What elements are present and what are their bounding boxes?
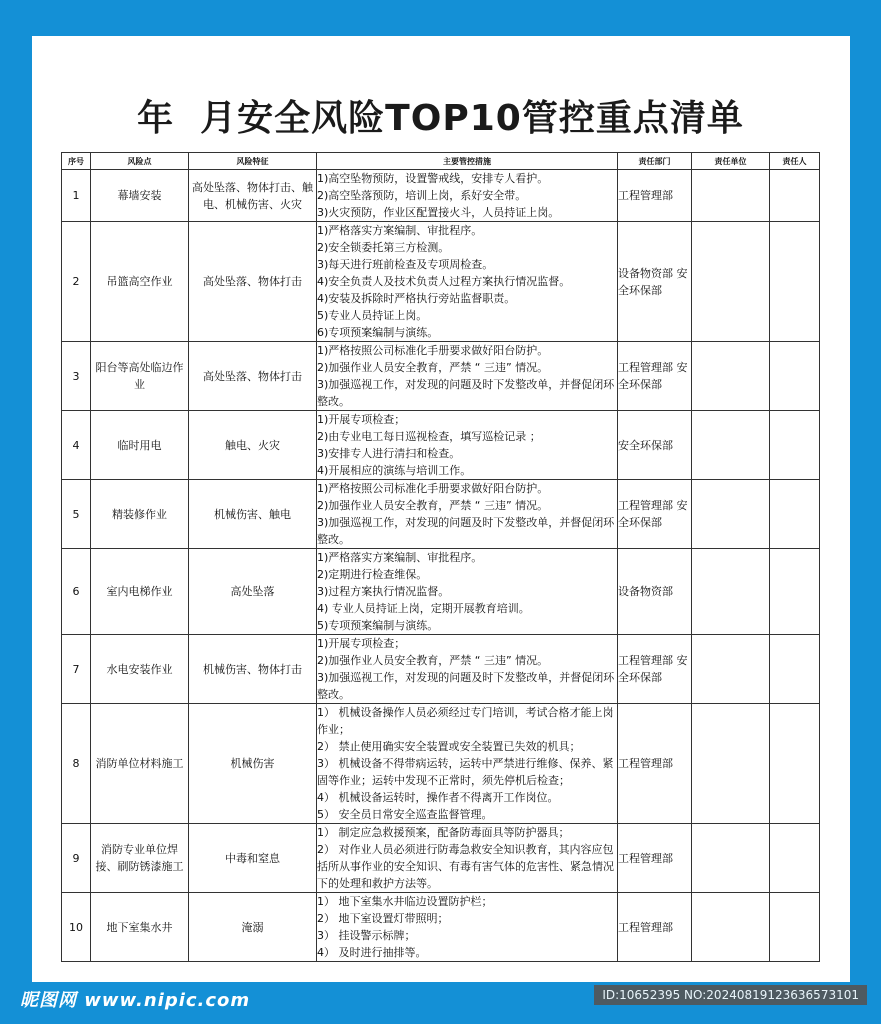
- responsible-person: [770, 893, 820, 962]
- responsible-person: [770, 411, 820, 480]
- responsible-unit: [692, 342, 770, 411]
- risk-point: 精装修作业: [91, 480, 189, 549]
- control-measures: [317, 704, 618, 824]
- measure-item: 4)安全负责人及技术负责人过程方案执行情况监督。: [317, 275, 571, 288]
- row-no: 1: [62, 170, 91, 222]
- header-person: 责任人: [770, 153, 820, 170]
- table-row: [62, 480, 820, 549]
- control-measures: [317, 824, 618, 893]
- measure-item: 1） 机械设备操作人员必须经过专门培训，考试合格才能上岗作业；: [317, 706, 614, 736]
- responsible-unit: [692, 170, 770, 222]
- table-row: [62, 635, 820, 704]
- measure-item: 3)每天进行班前检查及专项周检查。: [317, 258, 494, 271]
- control-measures: [317, 170, 618, 222]
- table-row: [62, 222, 820, 342]
- measure-item: 6)专项预案编制与演练。: [317, 326, 439, 339]
- measure-item: 2） 对作业人员必须进行防毒急救安全知识教育，其内容应包括所从事作业的安全知识、有毒有害气体的危害性、紧急情况下的处理和救护方法等。: [317, 843, 614, 890]
- header-risk-point: 风险点: [91, 153, 189, 170]
- title-main: 月安全风险TOP10管控重点清单: [200, 98, 744, 139]
- responsible-unit: [692, 480, 770, 549]
- row-no: 7: [62, 635, 91, 704]
- responsible-dept: 设备物资部 安全环保部: [618, 222, 692, 342]
- table-row: [62, 342, 820, 411]
- measure-item: 1)严格按照公司标准化手册要求做好阳台防护。: [317, 344, 549, 357]
- responsible-unit: [692, 549, 770, 635]
- risk-point: 临时用电: [91, 411, 189, 480]
- risk-feature: 触电、火灾: [189, 411, 317, 480]
- control-measures: [317, 635, 618, 704]
- measure-item: 2)加强作业人员安全教育，严禁 “ 三违” 情况。: [317, 499, 549, 512]
- responsible-person: [770, 824, 820, 893]
- risk-point: 室内电梯作业: [91, 549, 189, 635]
- measure-item: 5)专业人员持证上岗。: [317, 309, 428, 322]
- risk-feature: 高处坠落、物体打击、触电、机械伤害、火灾: [189, 170, 317, 222]
- measure-item: 5） 安全员日常安全巡查监督管理。: [317, 808, 493, 821]
- responsible-dept: 工程管理部 安全环保部: [618, 480, 692, 549]
- control-measures: [317, 549, 618, 635]
- row-no: 9: [62, 824, 91, 893]
- header-no: 序号: [62, 153, 91, 170]
- measure-item: 2） 地下室设置灯带照明；: [317, 912, 449, 925]
- responsible-person: [770, 222, 820, 342]
- watermark-id: ID:10652395 NO:20240819123636573101: [594, 985, 867, 1005]
- measure-item: 4） 及时进行抽排等。: [317, 946, 427, 959]
- risk-point: 消防单位材料施工: [91, 704, 189, 824]
- row-no: 3: [62, 342, 91, 411]
- row-no: 6: [62, 549, 91, 635]
- measure-item: 1） 制定应急救援预案，配备防毒面具等防护器具；: [317, 826, 570, 839]
- measure-item: 2)定期进行检查维保。: [317, 568, 428, 581]
- measure-item: 3)过程方案执行情况监督。: [317, 585, 450, 598]
- measure-item: 4） 机械设备运转时，操作者不得离开工作岗位。: [317, 791, 559, 804]
- header-risk-feature: 风险特征: [189, 153, 317, 170]
- row-no: 4: [62, 411, 91, 480]
- measure-item: 3)加强巡视工作，对发现的问题及时下发整改单，并督促闭环整改。: [317, 378, 615, 408]
- measure-item: 1)开展专项检查；: [317, 413, 406, 426]
- header-measures: 主要管控措施: [317, 153, 618, 170]
- risk-feature: 高处坠落、物体打击: [189, 222, 317, 342]
- risk-point: 吊篮高空作业: [91, 222, 189, 342]
- responsible-unit: [692, 704, 770, 824]
- row-no: 8: [62, 704, 91, 824]
- risk-feature: 淹溺: [189, 893, 317, 962]
- measure-item: 4) 专业人员持证上岗，定期开展教育培训。: [317, 602, 530, 615]
- table-row: [62, 893, 820, 962]
- risk-feature: 高处坠落: [189, 549, 317, 635]
- row-no: 5: [62, 480, 91, 549]
- measure-item: 3)加强巡视工作，对发现的问题及时下发整改单，并督促闭环整改。: [317, 671, 615, 701]
- risk-point: 地下室集水井: [91, 893, 189, 962]
- risk-feature: 中毒和窒息: [189, 824, 317, 893]
- risk-feature: 机械伤害: [189, 704, 317, 824]
- measure-item: 4)开展相应的演练与培训工作。: [317, 464, 472, 477]
- responsible-dept: 工程管理部 安全环保部: [618, 342, 692, 411]
- title-year-label: 年: [137, 98, 175, 139]
- risk-point: 水电安装作业: [91, 635, 189, 704]
- responsible-dept: 设备物资部: [618, 549, 692, 635]
- responsible-dept: 工程管理部 安全环保部: [618, 635, 692, 704]
- responsible-person: [770, 549, 820, 635]
- table-body: [62, 170, 820, 962]
- control-measures: [317, 342, 618, 411]
- risk-feature: 高处坠落、物体打击: [189, 342, 317, 411]
- responsible-unit: [692, 824, 770, 893]
- risk-point: 幕墙安装: [91, 170, 189, 222]
- measure-item: 4)安装及拆除时严格执行旁站监督职责。: [317, 292, 516, 305]
- row-no: 2: [62, 222, 91, 342]
- responsible-dept: 工程管理部: [618, 704, 692, 824]
- table-row: [62, 704, 820, 824]
- measure-item: 1)严格落实方案编制、审批程序。: [317, 224, 483, 237]
- responsible-person: [770, 704, 820, 824]
- risk-feature: 机械伤害、触电: [189, 480, 317, 549]
- responsible-person: [770, 170, 820, 222]
- responsible-unit: [692, 222, 770, 342]
- measure-item: 3)火灾预防，作业区配置接火斗，人员持证上岗。: [317, 206, 560, 219]
- responsible-dept: 工程管理部: [618, 893, 692, 962]
- responsible-unit: [692, 411, 770, 480]
- risk-point: 消防专业单位焊接、刷防锈漆施工: [91, 824, 189, 893]
- control-measures: [317, 222, 618, 342]
- table-row: [62, 411, 820, 480]
- measure-item: 2)加强作业人员安全教育，严禁 “ 三违” 情况。: [317, 361, 549, 374]
- measure-item: 2)加强作业人员安全教育，严禁 “ 三违” 情况。: [317, 654, 549, 667]
- measure-item: 1)开展专项检查；: [317, 637, 406, 650]
- responsible-person: [770, 635, 820, 704]
- watermark-site: 昵图网 www.nipic.com: [20, 990, 251, 1011]
- measure-item: 5)专项预案编制与演练。: [317, 619, 439, 632]
- measure-item: 3)安排专人进行清扫和检查。: [317, 447, 461, 460]
- responsible-person: [770, 342, 820, 411]
- measure-item: 2)由专业电工每日巡视检查，填写巡检记录 ；: [317, 430, 541, 443]
- measure-item: 1） 地下室集水井临边设置防护栏；: [317, 895, 493, 908]
- measure-item: 1)高空坠物预防，设置警戒线，安排专人看护。: [317, 172, 549, 185]
- measure-item: 2)高空坠落预防，培训上岗，系好安全带。: [317, 189, 527, 202]
- measure-item: 2)安全锁委托第三方检测。: [317, 241, 450, 254]
- responsible-dept: 工程管理部: [618, 824, 692, 893]
- table-row: [62, 549, 820, 635]
- measure-item: 2） 禁止使用确实安全装置或安全装置已失效的机具；: [317, 740, 581, 753]
- responsible-person: [770, 480, 820, 549]
- header-unit: 责任单位: [692, 153, 770, 170]
- table-row: [62, 824, 820, 893]
- control-measures: [317, 411, 618, 480]
- measure-item: 3） 挂设警示标牌；: [317, 929, 416, 942]
- responsible-dept: 安全环保部: [618, 411, 692, 480]
- risk-feature: 机械伤害、物体打击: [189, 635, 317, 704]
- risk-point: 阳台等高处临边作业: [91, 342, 189, 411]
- measure-item: 3)加强巡视工作，对发现的问题及时下发整改单，并督促闭环整改。: [317, 516, 615, 546]
- responsible-dept: 工程管理部: [618, 170, 692, 222]
- row-no: 10: [62, 893, 91, 962]
- measure-item: 1)严格落实方案编制、审批程序。: [317, 551, 483, 564]
- header-dept: 责任部门: [618, 153, 692, 170]
- page-title: [0, 90, 881, 141]
- control-measures: [317, 480, 618, 549]
- table-row: [62, 170, 820, 222]
- risk-table: [61, 152, 820, 962]
- measure-item: 1)严格按照公司标准化手册要求做好阳台防护。: [317, 482, 549, 495]
- measure-item: 3） 机械设备不得带病运转，运转中严禁进行维修、保养、紧固等作业；运转中发现不正常时，须先停机后检查；: [317, 757, 614, 787]
- table-header-row: [62, 153, 820, 170]
- control-measures: [317, 893, 618, 962]
- responsible-unit: [692, 635, 770, 704]
- responsible-unit: [692, 893, 770, 962]
